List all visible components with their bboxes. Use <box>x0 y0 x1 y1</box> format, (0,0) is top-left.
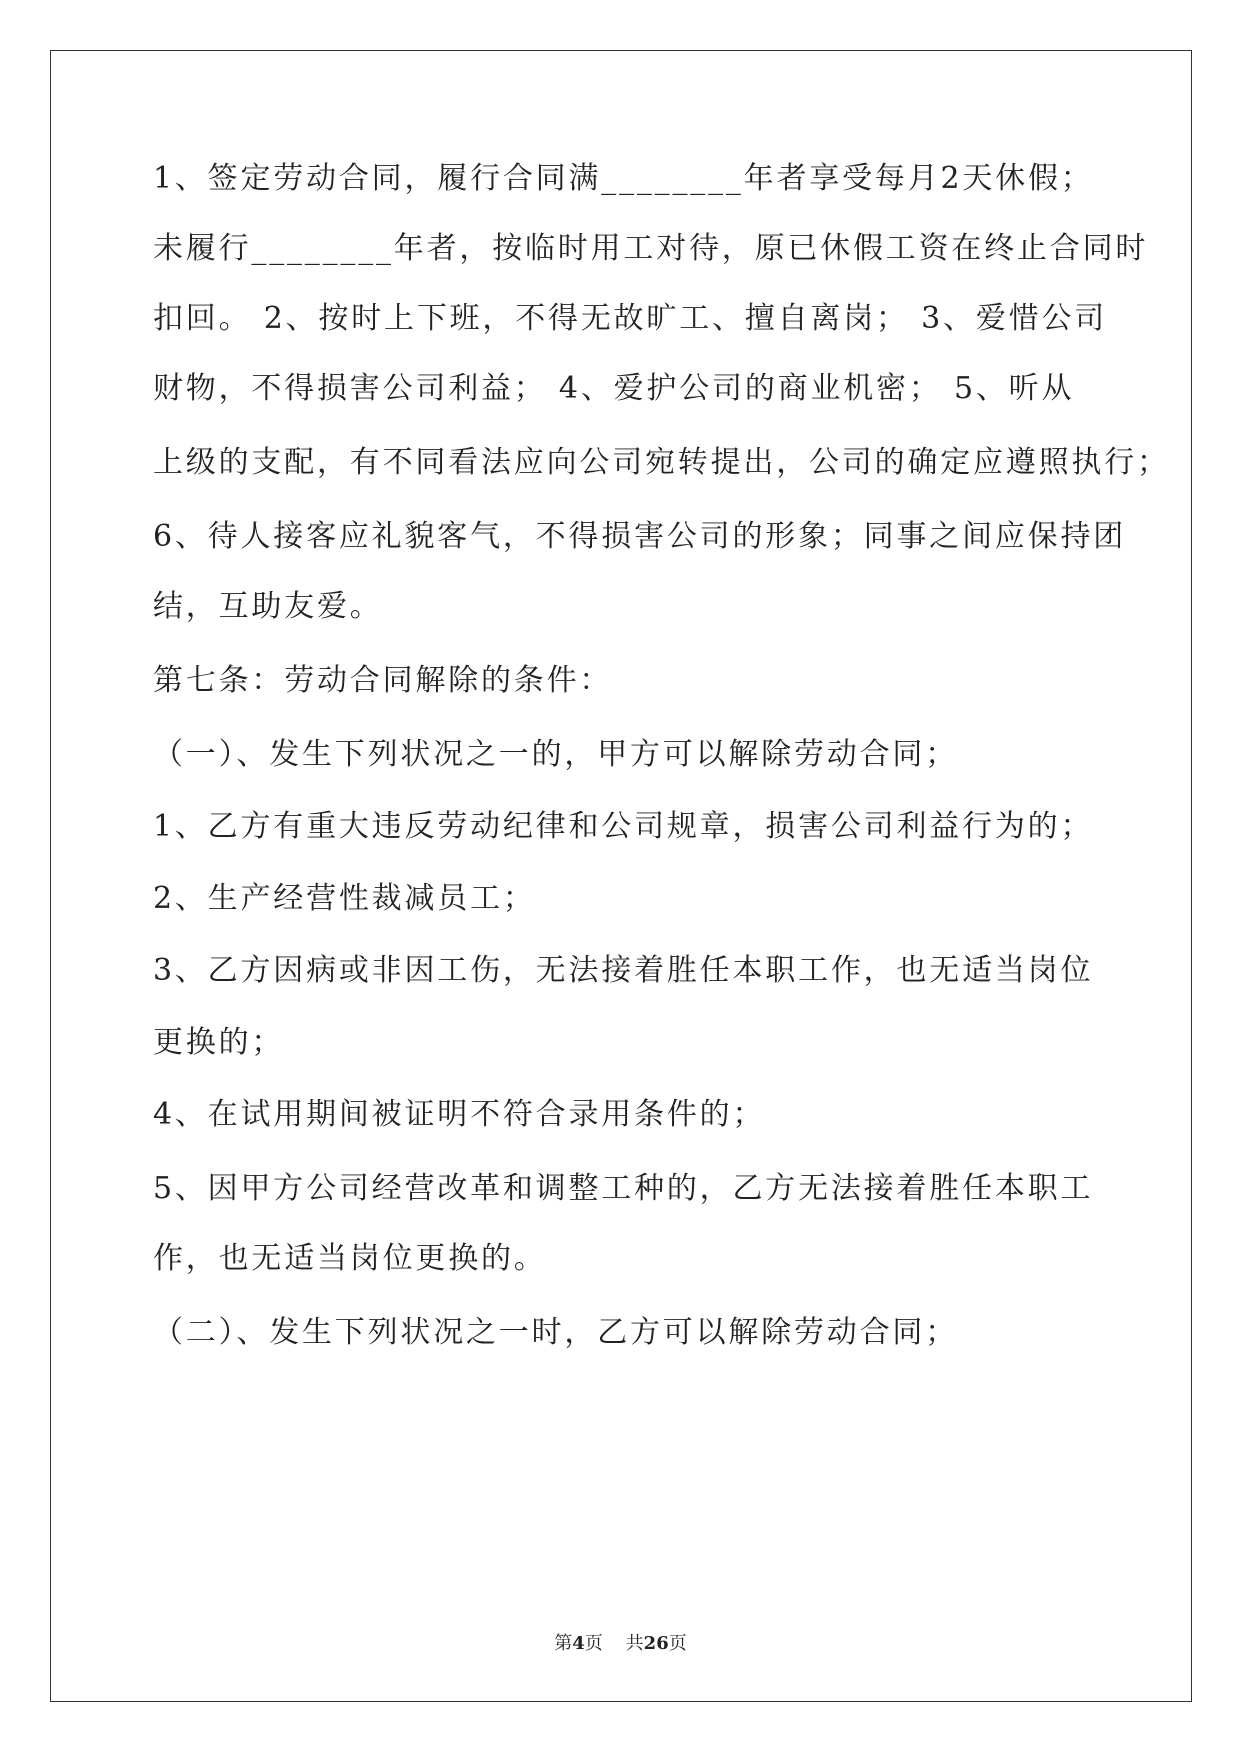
paragraph-line: 结，互助友爱。 <box>153 589 383 624</box>
paragraph-line: 1、签定劳动合同，履行合同满________年者享受每月2天休假； <box>153 161 1094 196</box>
footer-page-prefix: 第 <box>554 1633 573 1654</box>
paragraph-line: 扣回。 2、按时上下班，不得无故旷工、擅自离岗； 3、爱惜公司 <box>153 301 1108 336</box>
paragraph-line: 6、待人接客应礼貌客气，不得损害公司的形象；同事之间应保持团 <box>153 519 1127 554</box>
footer-page-number: 4 <box>572 1633 585 1654</box>
page-border <box>50 50 1192 1702</box>
list-item: 1、乙方有重大违反劳动纪律和公司规章，损害公司利益行为的； <box>153 809 1094 844</box>
footer-total-suffix: 页 <box>668 1633 687 1654</box>
list-item-continued: 更换的； <box>153 1025 285 1060</box>
list-item: 4、在试用期间被证明不符合录用条件的； <box>153 1097 766 1132</box>
section-heading: （一）、发生下列状况之一的，甲方可以解除劳动合同； <box>153 737 958 772</box>
article-heading: 第七条：劳动合同解除的条件： <box>153 663 613 698</box>
footer-total-pages: 26 <box>643 1633 669 1654</box>
paragraph-line: 财物，不得损害公司利益； 4、爱护公司的商业机密； 5、听从 <box>153 371 1075 406</box>
footer-total-prefix: 共 <box>625 1633 644 1654</box>
paragraph-line: 未履行________年者，按临时用工对待，原已休假工资在终止合同时 <box>153 231 1149 266</box>
section-heading: （二）、发生下列状况之一时，乙方可以解除劳动合同； <box>153 1315 958 1350</box>
list-item-continued: 作，也无适当岗位更换的。 <box>153 1241 547 1276</box>
list-item: 2、生产经营性裁减员工； <box>153 881 536 916</box>
list-item: 3、乙方因病或非因工伤，无法接着胜任本职工作，也无适当岗位 <box>153 953 1094 988</box>
footer-page-suffix: 页 <box>584 1633 603 1654</box>
paragraph-line: 上级的支配，有不同看法应向公司宛转提出，公司的确定应遵照执行； <box>153 445 1170 480</box>
list-item: 5、因甲方公司经营改革和调整工种的，乙方无法接着胜任本职工 <box>153 1171 1094 1206</box>
page-footer <box>0 1632 1241 1656</box>
